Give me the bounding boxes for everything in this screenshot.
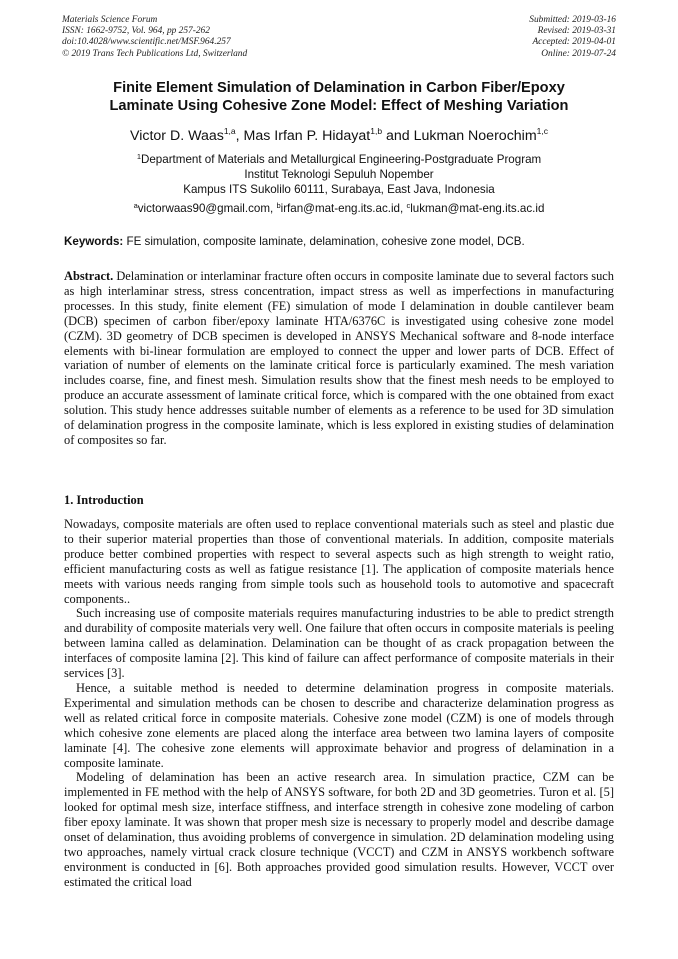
paper-title	[62, 79, 616, 115]
email-a-sup: a	[133, 201, 138, 210]
email-c-sup: c	[406, 201, 411, 210]
affiliation-line-1: Department of Materials and Metallurgical Engineering-Postgraduate Program	[140, 153, 542, 166]
doi-line: doi:10.4028/www.scientific.net/MSF.964.257	[62, 37, 231, 48]
intro-paragraph-1: Nowadays, composite materials are often used to replace conventional materials such as steel and plastic due to their superior material properties than those of conventional materials. In addition, composite materials produce better combined properties with respect to several aspects such as high strength to weight ratio, efficient manufacturing costs as well as fatigue resistance [1]. The application of composite materials hence meets with various needs ranging from simple tools such as household tools to automotive and spacecraft components..	[64, 517, 614, 606]
issn-line: ISSN: 1662-9752, Vol. 964, pp 257-262	[62, 26, 210, 37]
email-b-sup: b	[276, 201, 281, 210]
introduction-body	[64, 517, 614, 890]
abstract-label: Abstract.	[64, 269, 114, 283]
affiliation-line-2: Institut Teknologi Sepuluh Nopember	[244, 168, 434, 182]
email-list	[62, 198, 616, 216]
submitted-date: Submitted: 2019-03-16	[529, 15, 616, 25]
affiliation-line-3: Kampus ITS Sukolilo 60111, Surabaya, East Java, Indonesia	[183, 183, 495, 197]
copyright-line: © 2019 Trans Tech Publications Ltd, Switzerland	[62, 48, 248, 59]
keywords-text: FE simulation, composite laminate, delamination, cohesive zone model, DCB.	[123, 235, 525, 248]
section-heading-introduction: 1. Introduction	[64, 493, 144, 507]
author-2: , Mas Irfan P. Hidayat	[235, 128, 371, 144]
keywords-label: Keywords:	[64, 235, 124, 248]
author-1-affil: 1,a	[223, 126, 236, 136]
affiliation	[62, 149, 616, 198]
email-a: victorwaas90@gmail.com,	[137, 202, 277, 215]
accepted-date: Accepted: 2019-04-01	[532, 37, 616, 48]
header-left	[62, 15, 247, 60]
abstract	[64, 269, 614, 448]
email-b: irfan@mat-eng.its.ac.id,	[280, 202, 407, 215]
affiliation-sup: 1	[136, 152, 141, 161]
author-1: Victor D. Waas	[130, 128, 224, 144]
title-line-2: Laminate Using Cohesive Zone Model: Effect of Meshing Variation	[109, 98, 569, 114]
author-list	[62, 122, 616, 145]
online-date: Online: 2019-07-24	[541, 48, 616, 59]
author-2-affil: 1,b	[370, 126, 383, 136]
revised-date: Revised: 2019-03-31	[537, 26, 616, 37]
intro-paragraph-3: Hence, a suitable method is needed to determine delamination progress in composite materials. Experimental and simulation methods can be chosen to describe and characterize delamination progress as well as related critical force in composite materials. Cohesive zone model (CZM) is one of models through which cohesive zone elements are placed along the interface area between two lamina layers of composite laminate [4]. The cohesive zone elements will approximate behavior and progress of delamination in a composite laminate.	[64, 680, 614, 770]
keywords	[64, 234, 614, 249]
title-line-1: Finite Element Simulation of Delamination in Carbon Fiber/Epoxy	[113, 80, 565, 96]
intro-paragraph-2: Such increasing use of composite materials requires manufacturing industries to be able to predict strength and durability of composite materials very well. One failure that often occurs in composite materials is peeling between lamina called as delamination. Delamination can be thought of as crack propagation between the interfaces of composite lamina [2]. This kind of failure can affect performance of composite materials in their services [3].	[64, 606, 614, 681]
header-right	[529, 15, 616, 60]
author-3-affil: 1,c	[536, 126, 548, 136]
abstract-text: Delamination or interlaminar fracture often occurs in composite laminate due to several factors such as high interlaminar stress, stress concentration, impact stress as well as imperfections in manufacturing processes. In this study, finite element (FE) simulation of mode I delamination in double cantilever beam (DCB) specimen of carbon fiber/epoxy laminate HTA/6376C is investigated using cohesive zone model (CZM). 3D geometry of DCB specimen is developed in ANSYS Mechanical software and 8-node interface elements with bi-linear formulation are employed to connect the upper and lower parts of DCB. Effect of variation of number of elements on the laminate critical force is particularly examined. The mesh variation includes coarse, fine, and finest mesh. Simulation results show that the finest mesh needs to be employed to produce an accurate assessment of laminate critical force, which is compared with the one obtained from exact solution. This study hence addresses suitable number of elements as a reference to be used for 3D simulation of delamination progress in the composite laminate, which is less explored in existing studies of delamination of composites so far.	[64, 269, 614, 447]
email-c: lukman@mat-eng.its.ac.id	[410, 202, 545, 215]
intro-paragraph-4: Modeling of delamination has been an active research area. In simulation practice, CZM can be implemented in FE method with the help of ANSYS software, for both 2D and 3D geometries. Turon et al. [5] looked for optimal mesh size, interface stiffness, and interface strength in cohesive zone modeling of carbon fiber epoxy laminate. It was shown that proper mesh size is necessary to properly model and describe damage onset of delamination, thus avoiding problems of convergence in simulation. 2D delamination modeling using two approaches, namely virtual crack closure technique (VCCT) and CZM in ANSYS workbench software environment is conducted in [6]. Both approaches provided good simulation results. However, VCCT over estimated the critical load	[64, 770, 614, 889]
author-3: and Lukman Noerochim	[382, 128, 537, 144]
journal-name: Materials Science Forum	[62, 15, 158, 25]
